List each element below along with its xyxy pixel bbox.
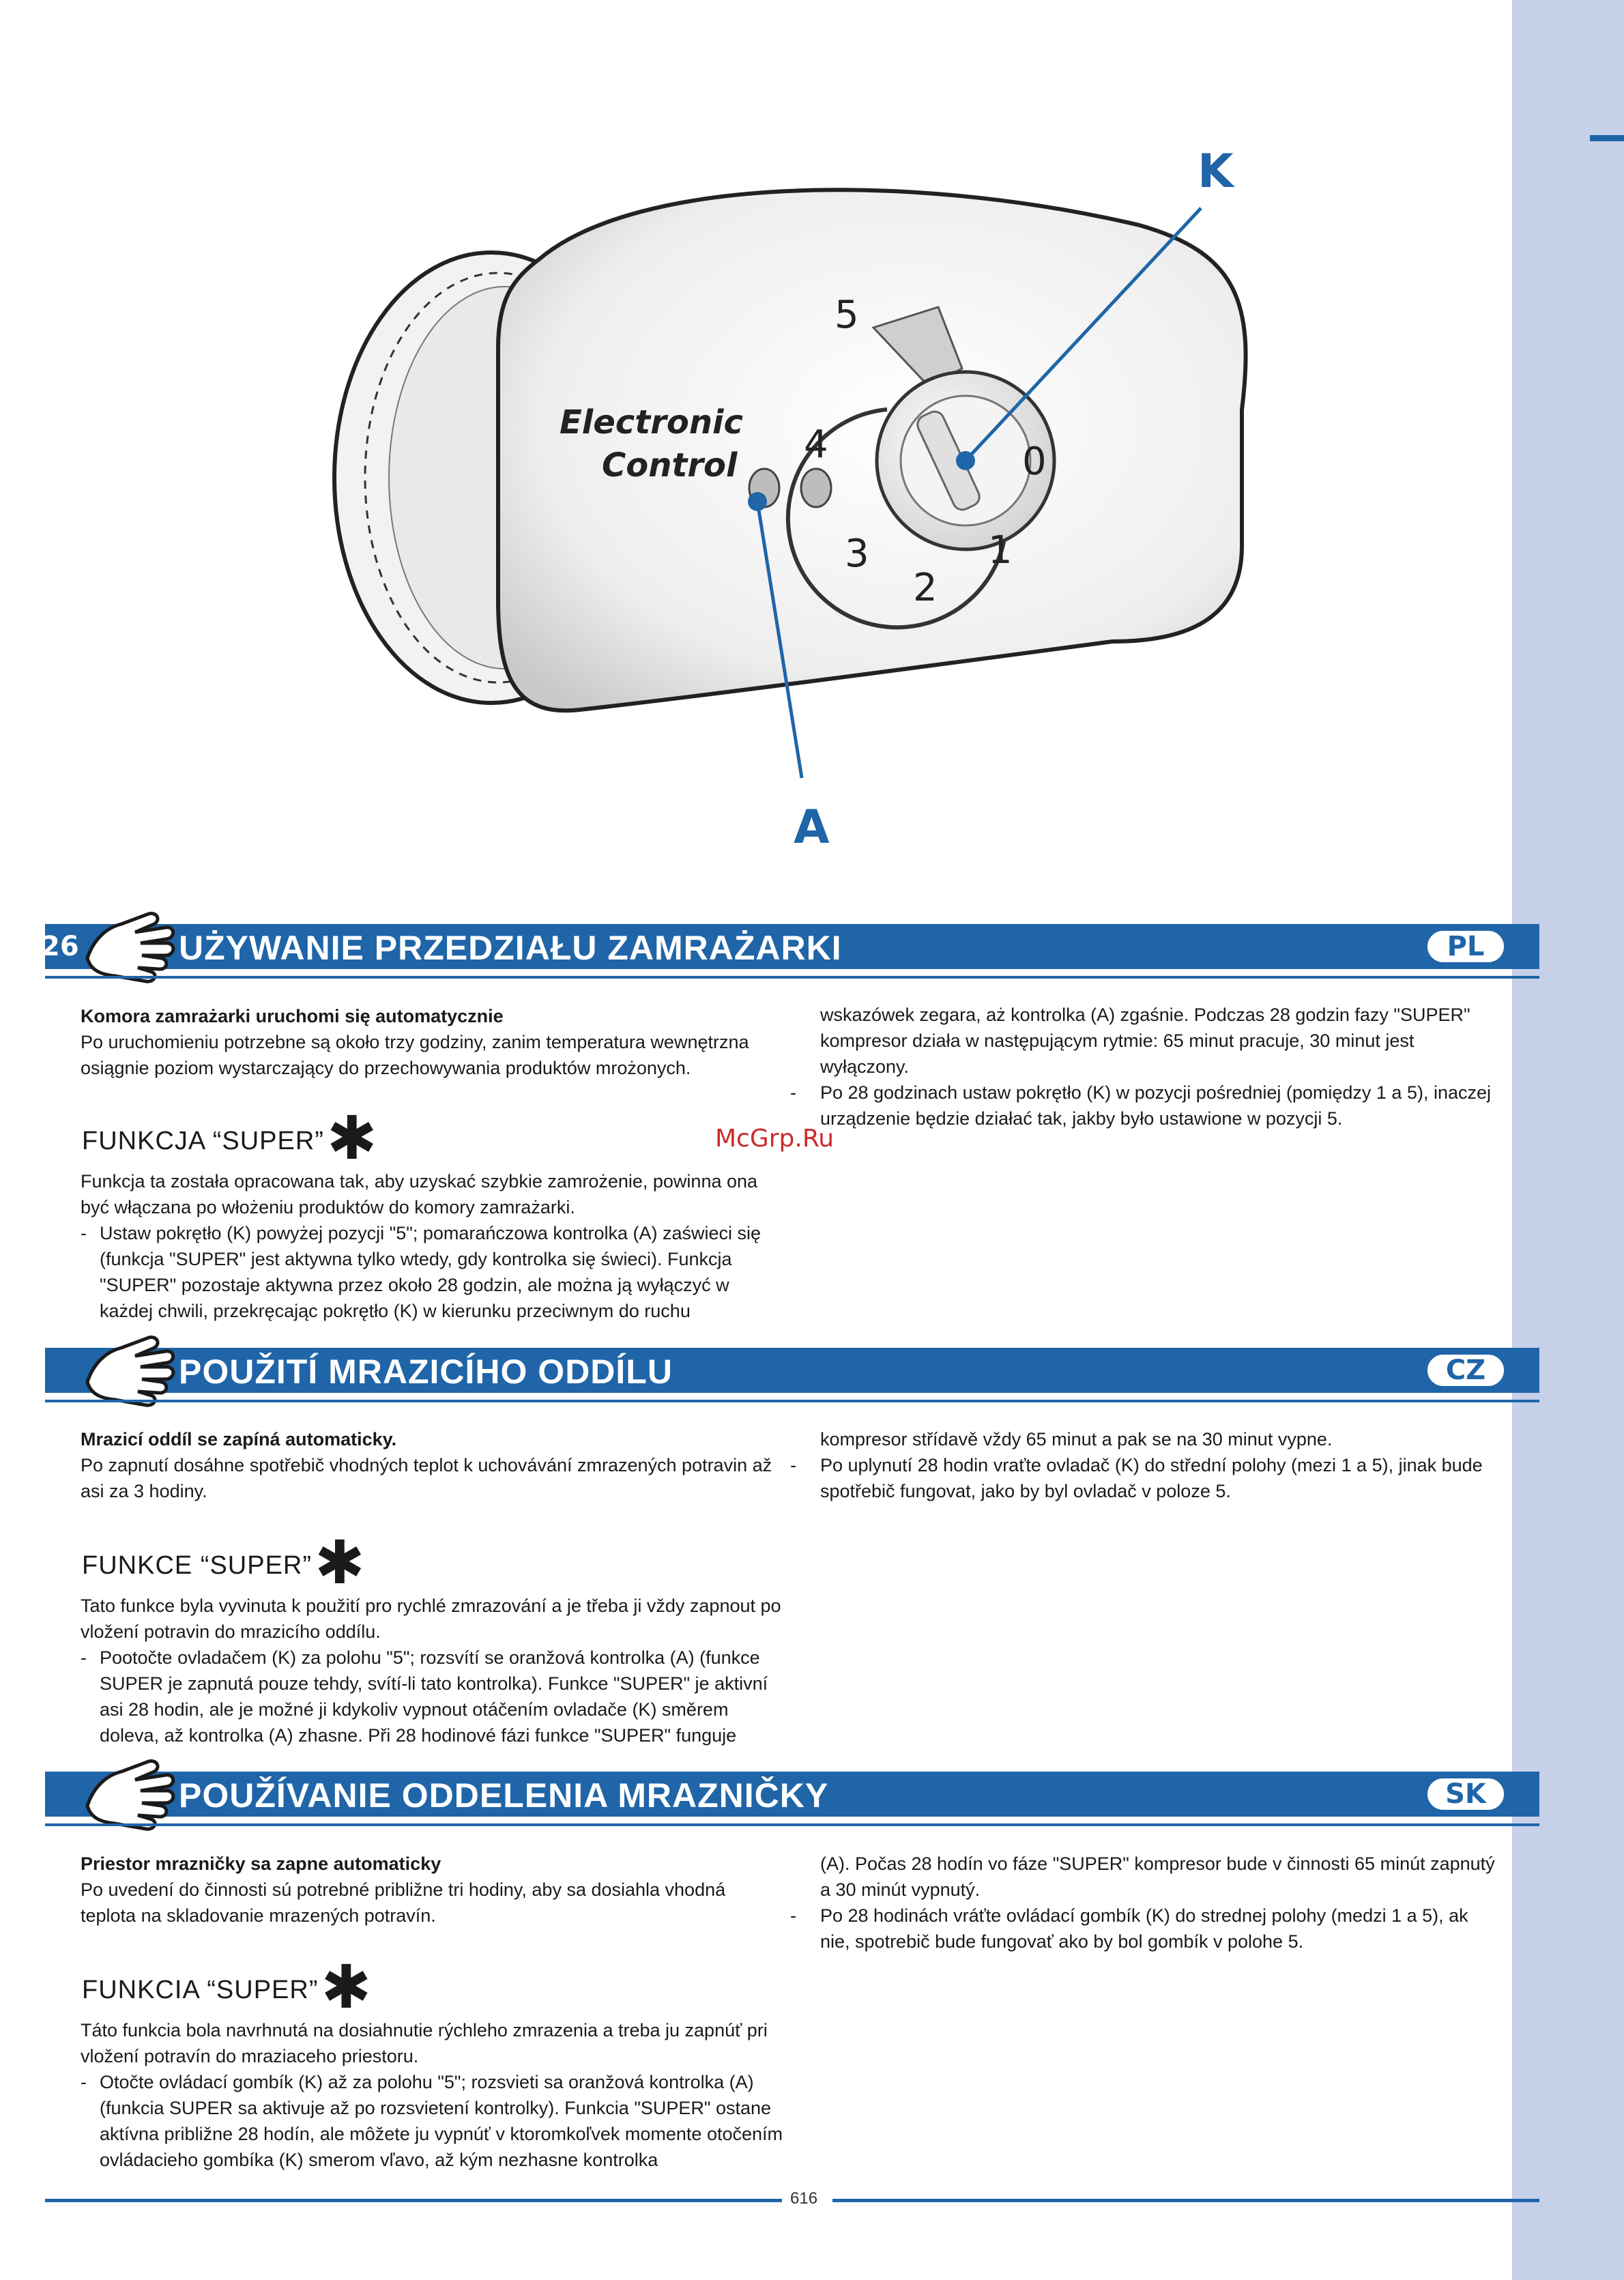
section-rule-cz bbox=[45, 1400, 1539, 1402]
pl-heading: Komora zamrażarki uruchomi się automatycznie bbox=[81, 1006, 504, 1026]
sk-func-body bbox=[81, 2017, 783, 2173]
pointing-hand-icon bbox=[81, 910, 176, 985]
cz-right-continuation: kompresor střídavě vždy 65 minut a pak se na 30 minut vypne. bbox=[820, 1429, 1333, 1449]
pl-bullet-1: - Ustaw pokrętło (K) powyżej pozycji "5"; pomarańczowa kontrolka (A) zaświeci się (funkcja "SUPER" jest aktywna tylko wtedy, gdy kontrolka się świeci). Funkcja "SUPER" pozostaje aktywna przez około 28 godzin, ale można ją wyłączyć w każdej chwili, przekręcając pokrętło (K) w kierunku przeciwnym do ruchu bbox=[81, 1220, 783, 1324]
footer-rule-left bbox=[45, 2199, 782, 2202]
pl-func-desc: Funkcja ta została opracowana tak, aby uzyskać szybkie zamrożenie, powinna ona być włączana po włożeniu produktów do komory zamrażarki. bbox=[81, 1171, 758, 1217]
section-title-pl: UŻYWANIE PRZEDZIAŁU ZAMRAŻARKI bbox=[179, 929, 842, 967]
cz-func-title-text: FUNKCE “SUPER” bbox=[82, 1551, 313, 1580]
sk-right-column bbox=[790, 1851, 1500, 1954]
cz-func-desc: Tato funkce byla vyvinuta k použití pro rychlé zmrazování a je třeba ji vždy zapnout po vložení potravin do mrazicího oddílu. bbox=[81, 1596, 781, 1642]
brand-line1: Electronic bbox=[560, 403, 743, 442]
callout-a: A bbox=[794, 800, 830, 854]
section-title-sk: POUŽÍVANIE ODDELENIA MRAZNIČKY bbox=[179, 1776, 829, 1815]
cz-func-title bbox=[82, 1527, 366, 1598]
sk-left-column bbox=[81, 1851, 783, 1929]
section-header-cz bbox=[45, 1348, 1539, 1393]
pl-func-body bbox=[81, 1168, 783, 1324]
dial-num-1: 1 bbox=[988, 528, 1013, 573]
cz-bullet-2: - Po uplynutí 28 hodin vraťte ovladač (K) do střední polohy (mezi 1 a 5), jinak bude spotřebič fungovat, jako by byl ovladač v poloze 5. bbox=[790, 1452, 1500, 1504]
footer-rule-right bbox=[832, 2199, 1539, 2202]
section-header-sk bbox=[45, 1772, 1539, 1817]
cz-intro: Po zapnutí dosáhne spotřebič vhodných teplot k uchovávání zmrazených potravin až asi za 3 hodiny. bbox=[81, 1455, 772, 1501]
dial-num-5: 5 bbox=[835, 293, 859, 337]
section-rule-sk bbox=[45, 1823, 1539, 1826]
sk-func-desc: Táto funkcia bola navrhnutá na dosiahnutie rýchleho zmrazenia a treba ju zapnúť pri vložení potravín do mraziaceho priestoru. bbox=[81, 2020, 768, 2066]
sk-heading: Priestor mrazničky sa zapne automaticky bbox=[81, 1853, 441, 1874]
page-number: 26 bbox=[41, 931, 79, 962]
sk-func-title bbox=[82, 1952, 373, 2022]
sk-func-title-text: FUNKCIA “SUPER” bbox=[82, 1976, 319, 2004]
pl-right-continuation: wskazówek zegara, aż kontrolka (A) zgaśnie. Podczas 28 godzin fazy "SUPER" kompresor działa w następującym rytmie: 65 minut pracuje, 30 minut jest wyłączony. bbox=[820, 1005, 1470, 1077]
pl-bullet-2: - Po 28 godzinach ustaw pokrętło (K) w pozycji pośredniej (pomiędzy 1 a 5), inaczej urządzenie będzie działać tak, jakby było ustawione w pozycji 5. bbox=[790, 1080, 1500, 1131]
side-margin-tick bbox=[1590, 135, 1624, 141]
section-rule-pl bbox=[45, 976, 1539, 979]
pl-left-column bbox=[81, 1003, 783, 1081]
lang-badge-sk: SK bbox=[1425, 1776, 1507, 1813]
sk-intro: Po uvedení do činnosti sú potrebné približne tri hodiny, aby sa dosiahla vhodná teplota na skladovanie mrazených potravín. bbox=[81, 1879, 726, 1926]
lang-badge-pl: PL bbox=[1425, 928, 1507, 965]
sk-bullet-1: - Otočte ovládací gombík (K) až za polohu "5"; rozsvieti sa oranžová kontrolka (A)(funkcia SUPER sa aktivuje až po rozsvietení kontrolky). Funkcia "SUPER" ostane aktívna približne 28 hodín, ale môžete ju vypnúť v ktoromkoľvek momente otočením ovládacieho gombíka (K) smerom vľavo, až kým nezhasne kontrolka bbox=[81, 2069, 783, 2173]
snowflake-star-icon: ✱ bbox=[315, 1527, 366, 1598]
section-title-cz: POUŽITÍ MRAZICÍHO ODDÍLU bbox=[179, 1353, 673, 1391]
pl-func-title bbox=[82, 1103, 378, 1173]
sk-bullet-2: - Po 28 hodinách vráťte ovládací gombík (K) do strednej polohy (medzi 1 a 5), ak nie, spotrebič bude fungovať ako by bol gombík v polohe 5. bbox=[790, 1903, 1500, 1954]
lang-badge-cz: CZ bbox=[1425, 1352, 1507, 1389]
pl-right-column bbox=[790, 1002, 1500, 1131]
pl-func-title-text: FUNKCJA “SUPER” bbox=[82, 1127, 324, 1155]
snowflake-star-icon: ✱ bbox=[326, 1103, 378, 1173]
pointing-hand-icon bbox=[81, 1334, 176, 1409]
cz-left-column bbox=[81, 1426, 783, 1504]
indicator-lamp-2 bbox=[801, 469, 831, 507]
callout-k: K bbox=[1198, 145, 1234, 199]
dial-num-0: 0 bbox=[1022, 439, 1047, 484]
dial-num-2: 2 bbox=[913, 566, 938, 610]
footer-page-number: 616 bbox=[790, 2189, 818, 2208]
brand-line2: Control bbox=[602, 446, 738, 485]
dial-num-4: 4 bbox=[804, 422, 828, 467]
leader-dot-k bbox=[956, 451, 975, 470]
cz-right-column bbox=[790, 1426, 1500, 1504]
dial-num-3: 3 bbox=[845, 532, 869, 576]
pl-intro: Po uruchomieniu potrzebne są około trzy godziny, zanim temperatura wewnętrzna osiągnie poziom wystarczający do przechowywania produktów mrożonych. bbox=[81, 1032, 749, 1078]
cz-bullet-1: - Pootočte ovladačem (K) za polohu "5"; rozsvítí se oranžová kontrolka (A) (funkce SUPER je zapnutá pouze tehdy, svítí-li tato kontrolka). Funkce "SUPER" je aktivní asi 28 hodin, ale je možné ji kdykoliv vypnout otáčením ovladače (K) směrem doleva, až kontrolka (A) zhasne. Při 28 hodinové fázi funkce "SUPER" funguje bbox=[81, 1645, 783, 1748]
control-panel-illustration bbox=[293, 123, 1276, 880]
cz-func-body bbox=[81, 1593, 783, 1748]
watermark: McGrp.Ru bbox=[715, 1125, 835, 1153]
snowflake-star-icon: ✱ bbox=[321, 1952, 373, 2022]
leader-dot-a bbox=[748, 492, 767, 511]
section-header-pl bbox=[41, 924, 1539, 969]
side-margin-strip bbox=[1512, 0, 1624, 2280]
cz-heading: Mrazicí oddíl se zapíná automaticky. bbox=[81, 1429, 397, 1449]
pointing-hand-icon bbox=[81, 1758, 176, 1833]
sk-right-continuation: (A). Počas 28 hodín vo fáze "SUPER" kompresor bude v činnosti 65 minút zapnutý a 30 minút vypnutý. bbox=[820, 1853, 1495, 1900]
